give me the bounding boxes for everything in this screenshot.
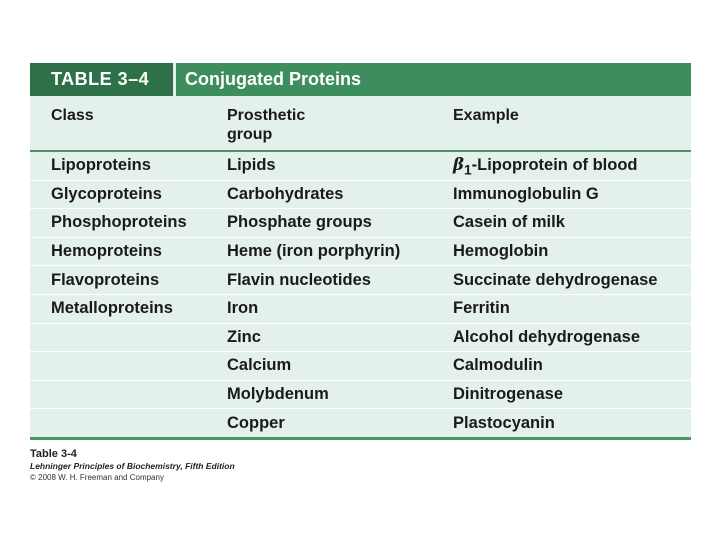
example-text: Plastocyanin: [453, 413, 555, 432]
cell-prosthetic-group: Zinc: [227, 327, 261, 346]
cell-prosthetic-group: Lipids: [227, 156, 276, 175]
cell-prosthetic-group: Heme (iron porphyrin): [227, 242, 401, 261]
table-row: [30, 381, 691, 410]
cell-prosthetic-group: Copper: [227, 413, 285, 432]
cell-prosthetic-group: Flavin nucleotides: [227, 270, 371, 289]
figure-caption: [30, 448, 235, 482]
cell-class: Lipoproteins: [51, 156, 151, 175]
header-prosthetic-line2: group: [227, 126, 273, 143]
cell-class: Flavoproteins: [51, 270, 160, 289]
cell-prosthetic-group: Calcium: [227, 356, 292, 375]
example-text: Succinate dehydrogenase: [453, 270, 658, 289]
cell-example: [453, 242, 691, 261]
caption-copyright: © 2008 W. H. Freeman and Company: [30, 473, 164, 482]
header-prosthetic-group: [227, 106, 453, 150]
table-row: [30, 352, 691, 381]
example-text: Calmodulin: [453, 356, 543, 375]
example-text: Hemoglobin: [453, 242, 549, 261]
table-title: Conjugated Proteins: [185, 69, 362, 89]
table-row: [30, 409, 691, 440]
cell-example: [453, 414, 691, 433]
cell-example: [453, 328, 691, 347]
cell-example: [453, 185, 691, 204]
cell-example: [453, 155, 691, 177]
cell-example: [453, 356, 691, 375]
table-number: TABLE 3–4: [30, 63, 176, 96]
table-title-bar: [30, 63, 691, 98]
header-class: Class: [51, 107, 94, 124]
cell-prosthetic-group: Carbohydrates: [227, 184, 344, 203]
cell-class: Glycoproteins: [51, 184, 162, 203]
header-prosthetic-line1: Prosthetic: [227, 107, 306, 124]
table-row: [30, 238, 691, 267]
example-text: Ferritin: [453, 299, 510, 318]
table-row: [30, 152, 691, 181]
caption-label: Table 3-4: [30, 448, 77, 460]
subscript: 1: [463, 161, 472, 177]
cell-class: Hemoproteins: [51, 242, 162, 261]
example-text: Dinitrogenase: [453, 385, 564, 404]
cell-class: Metalloproteins: [51, 299, 173, 318]
cell-example: [453, 385, 691, 404]
cell-prosthetic-group: Phosphate groups: [227, 213, 372, 232]
cell-prosthetic-group: Iron: [227, 299, 259, 318]
example-text: Immunoglobulin G: [453, 184, 599, 203]
header-example: Example: [453, 107, 519, 124]
table-row: [30, 266, 691, 295]
table-row: [30, 209, 691, 238]
table-body: [30, 152, 691, 440]
cell-example: [453, 299, 691, 318]
example-text: Alcohol dehydrogenase: [453, 327, 641, 346]
table-row: [30, 295, 691, 324]
cell-prosthetic-group: Molybdenum: [227, 385, 329, 404]
example-text: Casein of milk: [453, 213, 565, 232]
table-row: [30, 181, 691, 210]
example-text: -Lipoprotein of blood: [471, 155, 638, 174]
caption-book: Lehninger Principles of Biochemistry, Fifth Edition: [30, 461, 235, 471]
cell-class: Phosphoproteins: [51, 213, 187, 232]
beta-symbol: β: [453, 154, 464, 174]
cell-example: [453, 271, 691, 290]
table-header-row: [30, 98, 691, 152]
table-row: [30, 324, 691, 353]
cell-example: [453, 213, 691, 232]
conjugated-proteins-table: [30, 63, 691, 440]
